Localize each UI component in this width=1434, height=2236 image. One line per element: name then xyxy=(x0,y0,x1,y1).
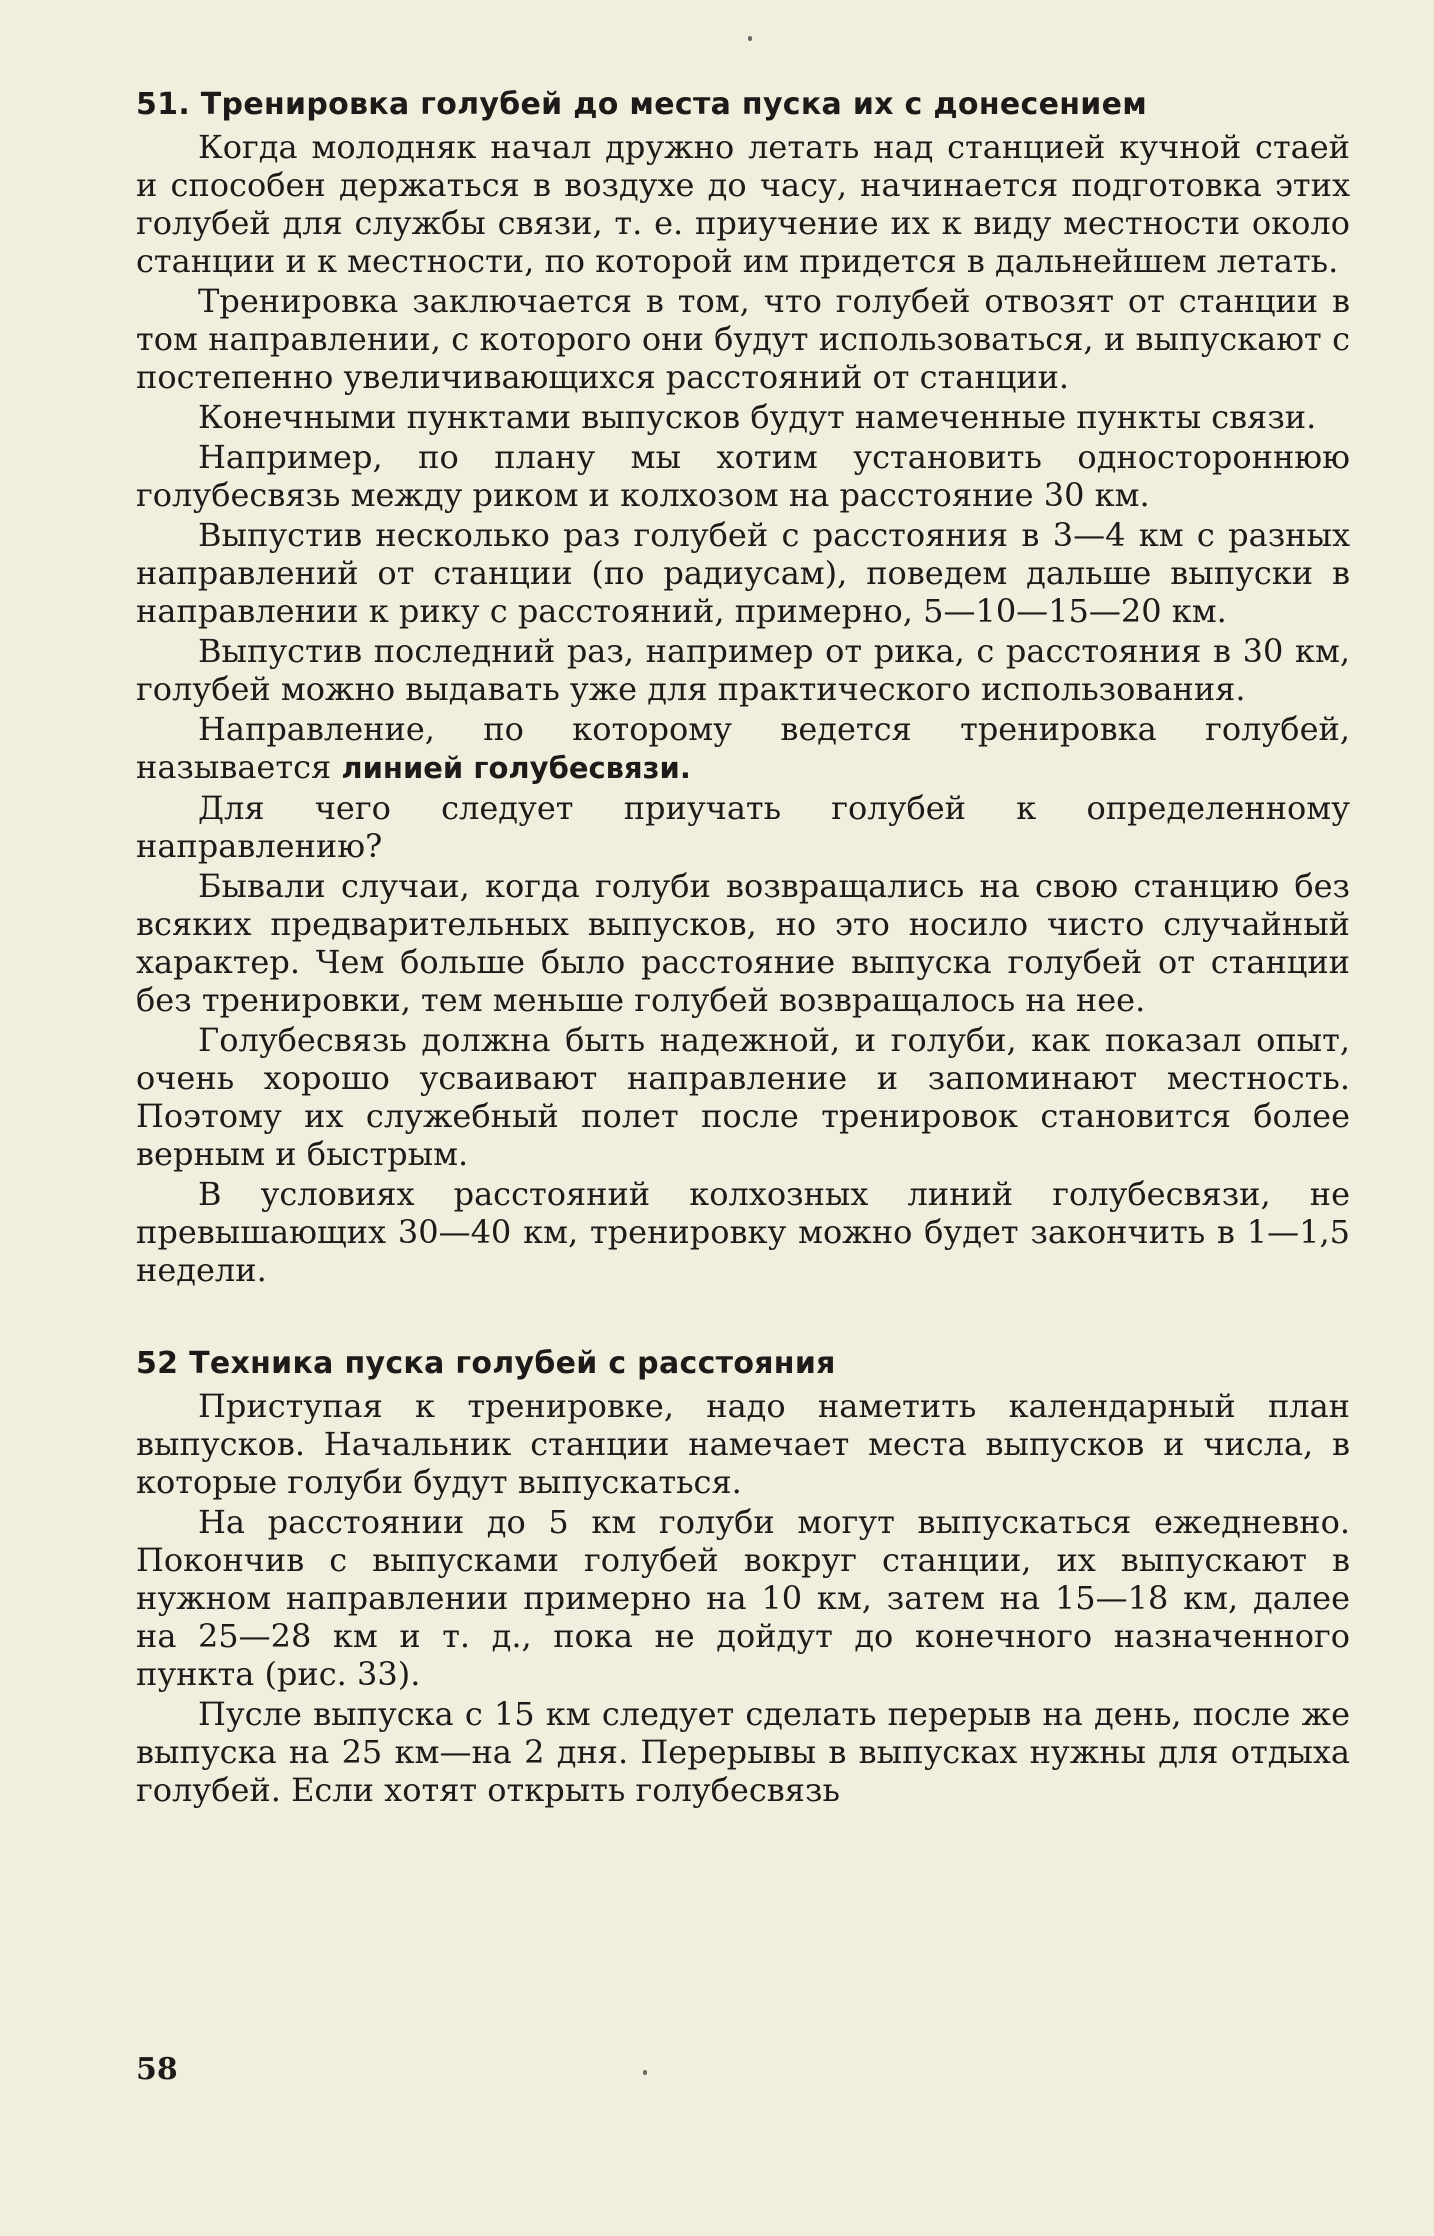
section-51-paragraph-3: Конечными пунктами выпусков будут намеченные пункты связи. xyxy=(198,398,1317,436)
section-51-paragraph-5: Выпустив несколько раз голубей с расстояния в 3—4 км с разных направлений от станции (по радиусам), поведем дальше выпуски в направлении к рику с расстояний, примерно, 5—10—15—20 км. xyxy=(136,516,1350,630)
section-51-heading: 51. Тренировка голубей до места пуска их с донесением xyxy=(136,87,1148,122)
section-51-paragraph-7 xyxy=(136,710,1350,787)
section-51-paragraph-4: Например, по плану мы хотим установить одностороннюю голубесвязь между риком и колхозом на расстояние 30 км. xyxy=(136,438,1350,514)
section-51-paragraph-8: Для чего следует приучать голубей к определенному направлению? xyxy=(136,789,1350,865)
print-speck-top xyxy=(748,36,752,41)
section-51-paragraph-9: Бывали случаи, когда голуби возвращались на свою станцию без всяких предварительных выпусков, но это носило чисто случайный характер. Чем больше было расстояние выпуска голубей от станции без тренировки, тем меньше голубей возвращалось на нее. xyxy=(136,867,1350,1019)
print-speck-bottom xyxy=(643,2070,647,2075)
section-52-paragraph-3: Пусле выпуска с 15 км следует сделать перерыв на день, после же выпуска на 25 км—на 2 дня. Перерывы в выпусках нужны для отдыха голубей. Если хотят открыть голубесвязь xyxy=(136,1695,1350,1809)
line-definition-text: Направление, по которому ведется тренировка голубей, называется xyxy=(136,710,1350,786)
line-definition-term: линией голубесвязи. xyxy=(341,751,691,785)
section-52-paragraph-2: На расстоянии до 5 км голуби могут выпускаться ежедневно. Покончив с выпусками голубей вокруг станции, их выпускают в нужном направлении примерно на 10 км, затем на 15—18 км, далее на 25—28 км и т. д., пока не дойдут до конечного назначенного пункта (рис. 33). xyxy=(136,1503,1350,1693)
section-52-heading: 52 Техника пуска голубей с расстояния xyxy=(136,1346,836,1381)
section-52-paragraph-1: Приступая к тренировке, надо наметить календарный план выпусков. Начальник станции намечает места выпусков и числа, в которые голуби будут выпускаться. xyxy=(136,1387,1350,1501)
section-51-paragraph-1: Когда молодняк начал дружно летать над станцией кучной стаей и способен держаться в воздухе до часу, начинается подготовка этих голубей для службы связи, т. е. приучение их к виду местности около станции и к местности, по которой им придется в дальнейшем летать. xyxy=(136,128,1350,280)
book-page xyxy=(136,86,1350,1811)
section-51-paragraph-11: В условиях расстояний колхозных линий голубесвязи, не превышающих 30—40 км, тренировку можно будет закончить в 1—1,5 недели. xyxy=(136,1175,1350,1289)
page-number: 58 xyxy=(136,2052,178,2087)
section-51-paragraph-2: Тренировка заключается в том, что голубей отвозят от станции в том направлении, с которого они будут использоваться, и выпускают с постепенно увеличивающихся расстояний от станции. xyxy=(136,282,1350,396)
section-51-paragraph-6: Выпустив последний раз, например от рика, с расстояния в 30 км, голубей можно выдавать уже для практического использования. xyxy=(136,632,1350,708)
section-51-paragraph-10: Голубесвязь должна быть надежной, и голуби, как показал опыт, очень хорошо усваивают направление и запоминают местность. Поэтому их служебный полет после тренировок становится более верным и быстрым. xyxy=(136,1021,1350,1173)
